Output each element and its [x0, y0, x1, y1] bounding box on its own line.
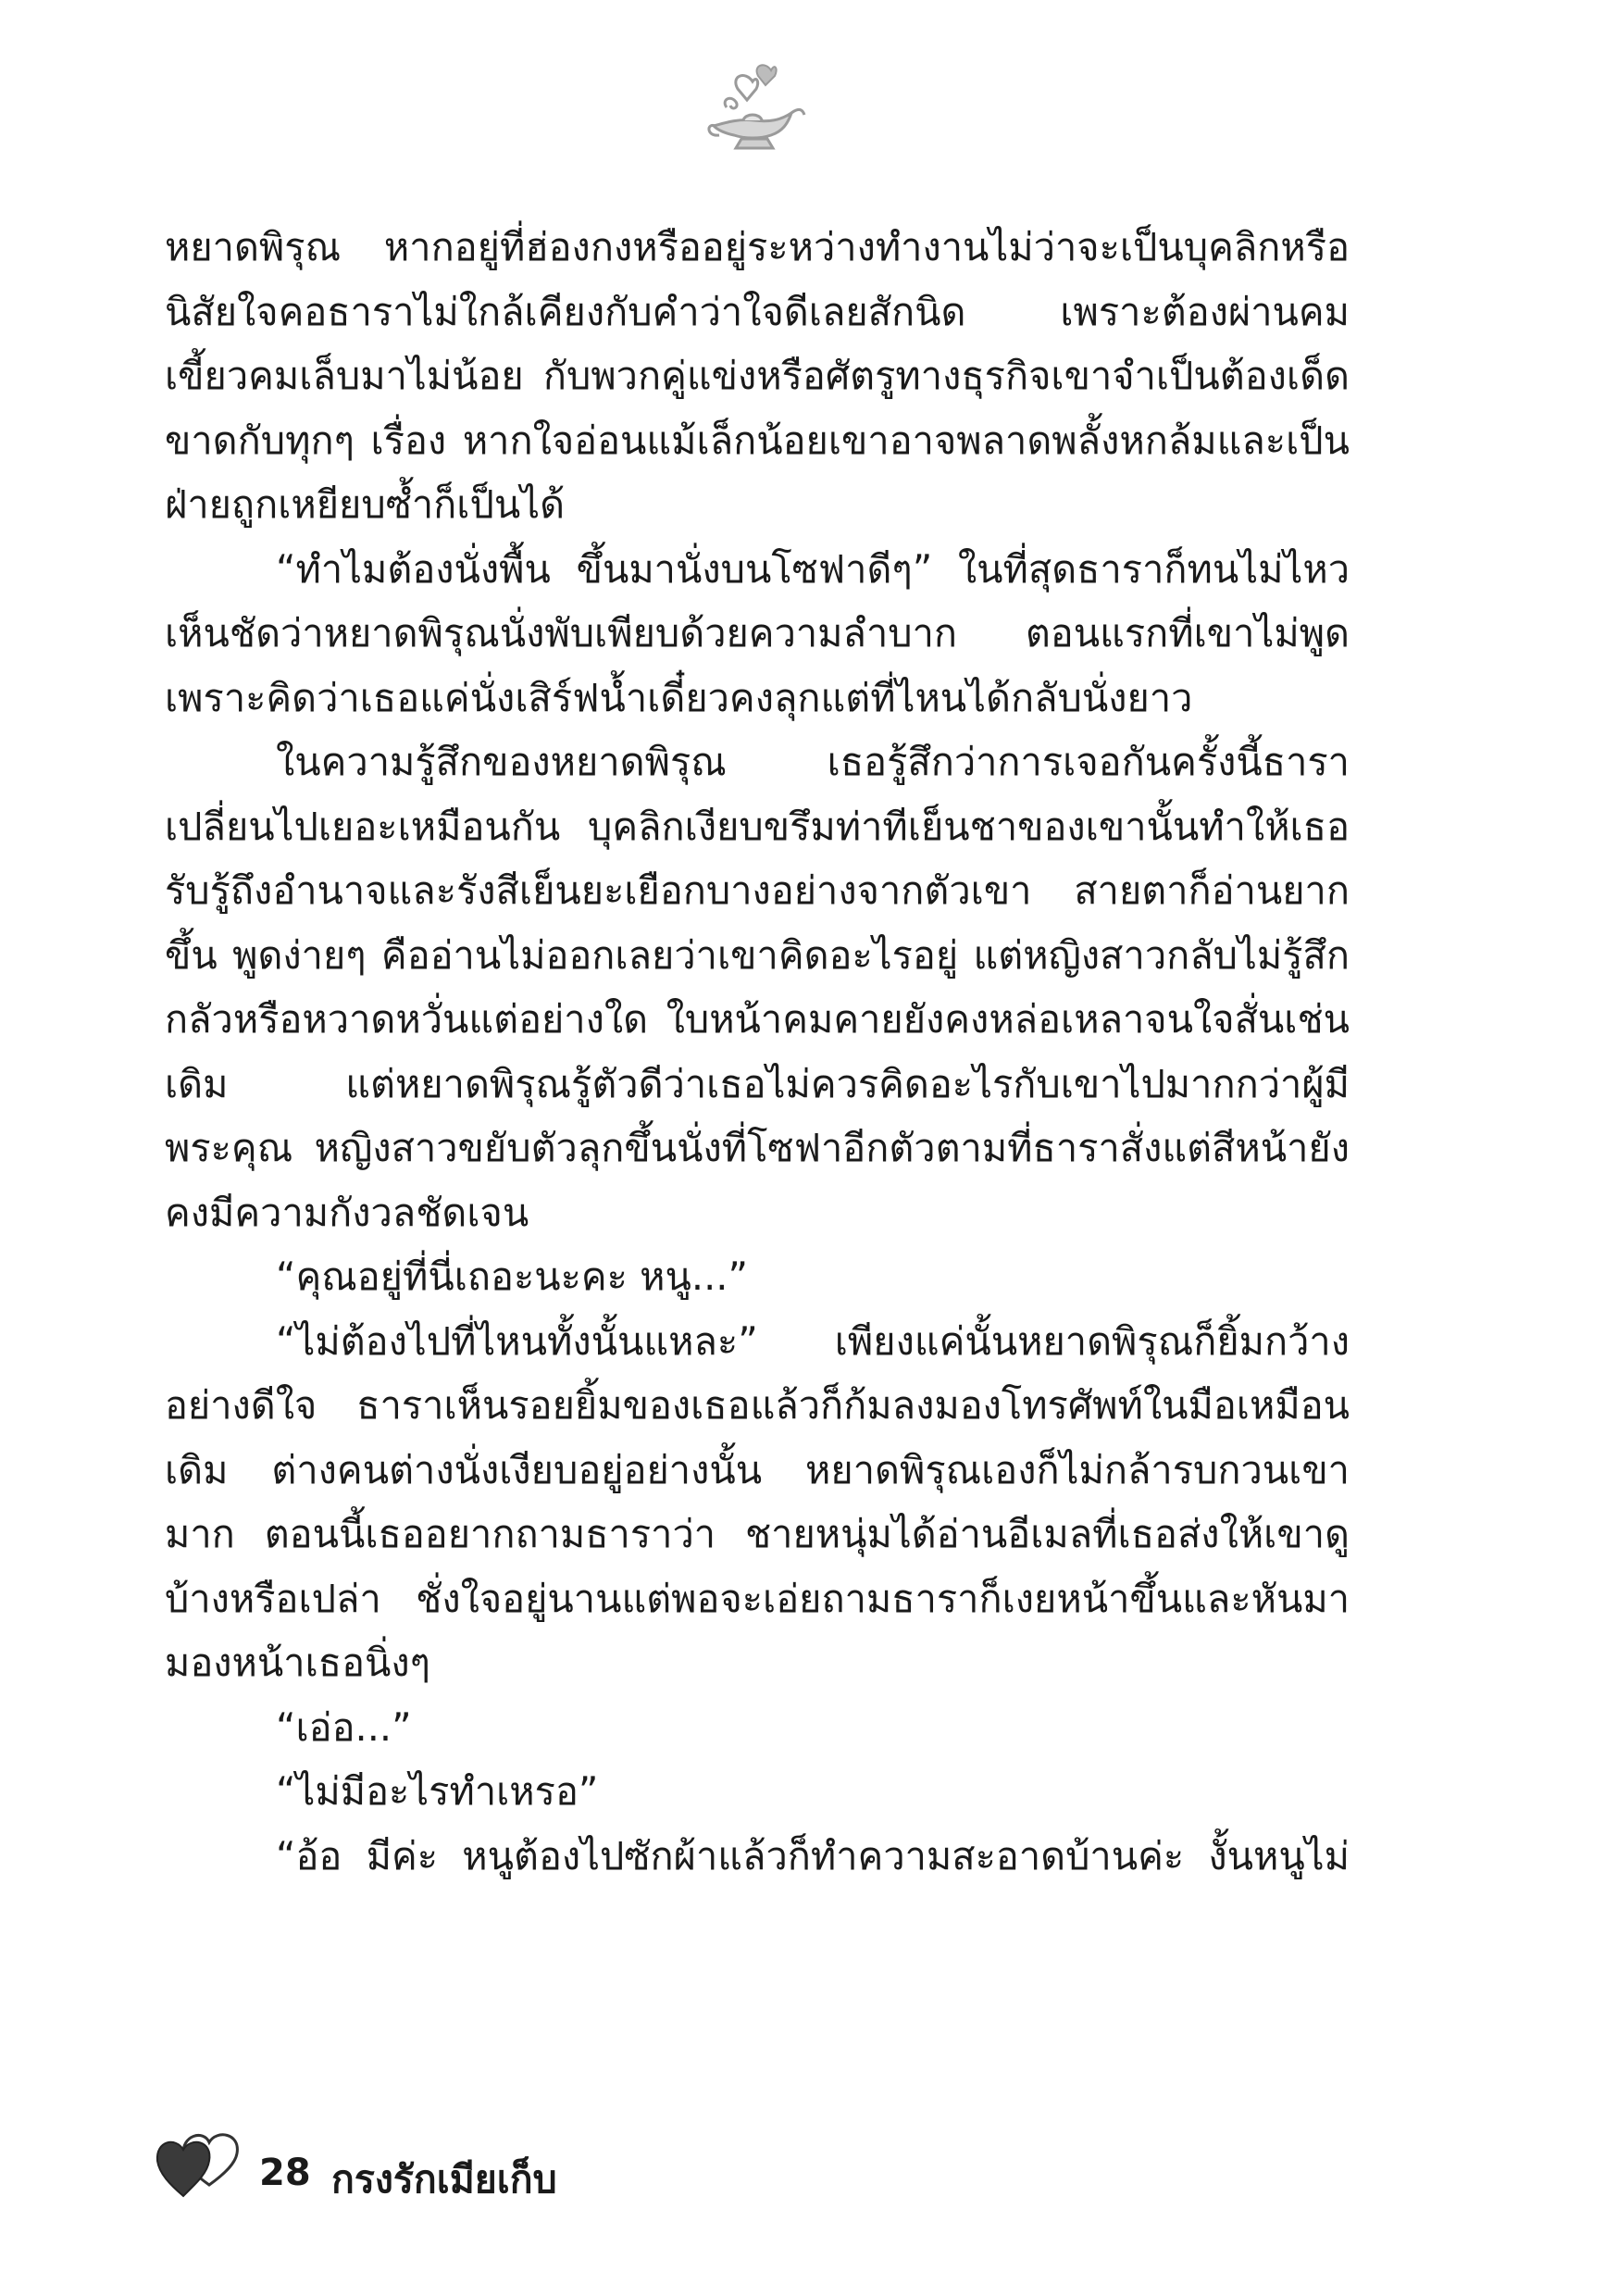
lamp-with-hearts-icon: [699, 54, 810, 165]
paragraph: “เอ่อ...”: [276, 1703, 412, 1750]
paragraph: “ไม่ต้องไปที่ไหนทั้งนั้นแหละ” เพียงแค่นั้นหยาดพิรุณก็ยิ้มกว้างอย่างดีใจ ธาราเห็นรอยยิ้มของเธอแล้วก็ก้มลงมองโทรศัพท์ในมือเหมือนเดิม ต่างคนต่างนั่งเงียบอยู่อย่างนั้น หยาดพิรุณเองก็ไม่กล้ารบกวนเขามาก ตอนนี้เธออยากถามธาราว่า ชายหนุ่มได้อ่านอีเมลที่เธอส่งให้เขาดูบ้างหรือเปล่า ชั่งใจอยู่นานแต่พอจะเอ่ยถามธาราก็เงยหน้าขึ้นและหันมามองหน้าเธอนิ่งๆ: [165, 1317, 1350, 1685]
paragraph: “อ้อ มีค่ะ หนูต้องไปซักผ้าแล้วก็ทำความสะอาดบ้านค่ะ งั้นหนูไม่: [276, 1832, 1350, 1878]
body-text: [165, 215, 1350, 1888]
paragraph: ในความรู้สึกของหยาดพิรุณ เธอรู้สึกว่าการเจอกันครั้งนี้ธาราเปลี่ยนไปเยอะเหมือนกัน บุคลิกเงียบขรึมท่าทีเย็นชาของเขานั้นทำให้เธอรับรู้ถึงอำนาจและรังสีเย็นยะเยือกบางอย่างจากตัวเขา สายตาก็อ่านยากขึ้น พูดง่ายๆ คืออ่านไม่ออกเลยว่าเขาคิดอะไรอยู่ แต่หญิงสาวกลับไม่รู้สึกกลัวหรือหวาดหวั่นแต่อย่างใด ใบหน้าคมคายยังคงหล่อเหลาจนใจสั่นเช่นเดิม แต่หยาดพิรุณรู้ตัวดีว่าเธอไม่ควรคิดอะไรกับเขาไปมากกว่าผู้มีพระคุณ หญิงสาวขยับตัวลุกขึ้นนั่งที่โซฟาอีกตัวตามที่ธาราสั่งแต่สีหน้ายังคงมีความกังวลชัดเจน: [165, 739, 1350, 1235]
page-number: 28: [259, 2152, 311, 2194]
paragraph: “คุณอยู่ที่นี่เถอะนะคะ หนู...”: [276, 1254, 748, 1299]
book-title: กรงรักเมียเก็บ: [331, 2157, 557, 2202]
page-footer: [156, 2128, 711, 2220]
paragraph: “ทำไมต้องนั่งพื้น ขึ้นมานั่งบนโซฟาดีๆ” ในที่สุดธาราก็ทนไม่ไหว เห็นชัดว่าหยาดพิรุณนั่งพับเพียบด้วยความลำบาก ตอนแรกที่เขาไม่พูดเพราะคิดว่าเธอแค่นั่งเสิร์ฟน้ำเดี๋ยวคงลุกแต่ที่ไหนได้กลับนั่งยาว: [165, 545, 1350, 720]
paragraph: “ไม่มีอะไรทำเหรอ”: [276, 1768, 599, 1814]
double-heart-icon: [156, 2128, 244, 2202]
paragraph: หยาดพิรุณ หากอยู่ที่ฮ่องกงหรืออยู่ระหว่างทำงานไม่ว่าจะเป็นบุคลิกหรือนิสัยใจคอธาราไม่ใกล้เคียงกับคำว่าใจดีเลยสักนิด เพราะต้องผ่านคมเขี้ยวคมเล็บมาไม่น้อย กับพวกคู่แข่งหรือศัตรูทางธุรกิจเขาจำเป็นต้องเด็ดขาดกับทุกๆ เรื่อง หากใจอ่อนแม้เล็กน้อยเขาอาจพลาดพลั้งหกล้มและเป็นฝ่ายถูกเหยียบซ้ำก็เป็นได้: [165, 224, 1350, 527]
